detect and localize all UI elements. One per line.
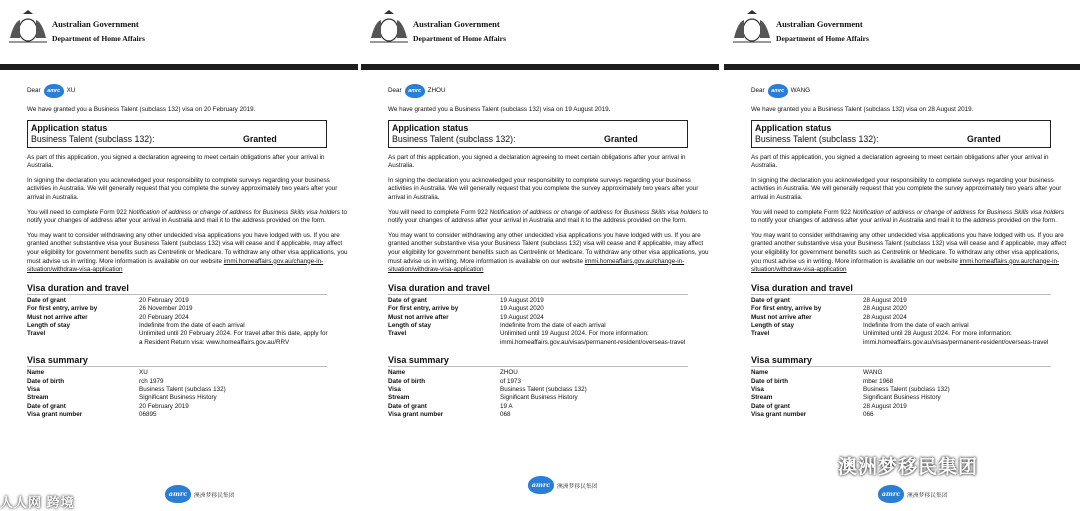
source-watermark: 人人网 跨境 — [0, 495, 75, 510]
table-row — [27, 394, 329, 402]
row-value: Unlimited until 19 August 2024. For more information: immi.homeaffairs.gov.au/visas/permanent-resident/overseas-travel — [500, 330, 686, 346]
dear-label: Dear — [27, 86, 41, 94]
recipient-name: WANG — [790, 86, 811, 94]
table-row — [751, 297, 1053, 305]
wechat-icon — [810, 457, 832, 475]
row-label: Date of birth — [27, 377, 65, 385]
application-status-box — [388, 120, 688, 148]
salutation — [388, 84, 709, 98]
row-value: 066 — [863, 411, 874, 419]
row-value: 20 February 2024 — [139, 313, 189, 321]
table-row — [388, 394, 690, 402]
row-label: Date of birth — [751, 377, 789, 385]
header-bar — [724, 64, 1080, 70]
table-row — [27, 386, 329, 394]
form-922-paragraph: You will need to complete Form 922 Notification of address or change of address for Business Skills visa holders to notify your changes of address after your arrival in Australia and mail it to the address provided on the form. — [27, 208, 348, 225]
government-name: Australian Government — [413, 19, 500, 29]
table-row — [388, 330, 690, 347]
withdraw-link[interactable]: immi.homeaffairs.gov.au/change-in-situation/withdraw-visa-application — [27, 257, 324, 274]
row-value: 068 — [500, 411, 511, 419]
row-value: Significant Business History — [863, 394, 941, 402]
table-row — [27, 411, 329, 419]
table-row — [388, 314, 690, 322]
row-label: Travel — [751, 330, 770, 338]
wechat-watermark — [810, 452, 978, 479]
status-value: Granted — [967, 133, 1001, 144]
row-label: Name — [27, 369, 45, 377]
row-value: rch 1979 — [139, 377, 164, 385]
visa-duration-table — [388, 297, 690, 347]
watermark-text: 澳洲梦移民集团 — [194, 492, 235, 499]
visa-summary-title: Visa summary — [751, 355, 1051, 367]
status-label: Business Talent (subclass 132): — [31, 133, 155, 144]
row-label: Stream — [388, 394, 410, 402]
letter-header — [724, 0, 1080, 64]
row-value: 28 August 2019 — [863, 296, 907, 304]
row-value: 28 August 2024 — [863, 313, 907, 321]
letter-header — [361, 0, 719, 64]
table-row — [27, 378, 329, 386]
row-value: Unlimited until 28 August 2024. For more information: immi.homeaffairs.gov.au/visas/permanent-resident/overseas-travel — [863, 330, 1049, 346]
obligations-paragraph: As part of this application, you signed a declaration agreeing to meet certain obligations after your arrival in Australia. — [388, 153, 686, 170]
visa-duration-title: Visa duration and travel — [27, 283, 327, 295]
row-label: Visa — [751, 385, 764, 393]
status-label: Business Talent (subclass 132): — [392, 133, 516, 144]
table-row — [751, 411, 1053, 419]
visa-summary-table — [27, 369, 329, 419]
row-value: Indefinite from the date of each arrival — [139, 321, 245, 329]
visa-duration-table — [751, 297, 1053, 347]
visa-letter-2 — [361, 0, 719, 511]
obligations-paragraph: As part of this application, you signed a declaration agreeing to meet certain obligations after your arrival in Australia. — [27, 153, 325, 170]
status-label: Business Talent (subclass 132): — [755, 133, 879, 144]
row-value: 19 August 2024 — [500, 313, 544, 321]
dear-label: Dear — [751, 86, 765, 94]
row-label: Length of stay — [388, 321, 432, 329]
row-value: 19 A — [500, 402, 513, 410]
letter-header — [0, 0, 358, 64]
amrc-logo-icon: amrc — [528, 476, 554, 494]
row-label: Visa — [388, 385, 401, 393]
table-row — [388, 297, 690, 305]
row-value: 28 August 2020 — [863, 305, 907, 313]
status-title: Application status — [392, 122, 469, 133]
survey-paragraph: In signing the declaration you acknowledged your responsibility to complete surveys regarding your business activities in Australia. We will generally request that you complete the survey approximately two years after your arrival in Australia. — [751, 176, 1062, 201]
department-name: Department of Home Affairs — [413, 34, 506, 43]
table-row — [751, 403, 1053, 411]
visa-summary-title: Visa summary — [388, 355, 688, 367]
table-row — [751, 322, 1053, 330]
government-name: Australian Government — [52, 19, 139, 29]
row-value: ZHOU — [500, 369, 518, 377]
government-name: Australian Government — [776, 19, 863, 29]
table-row — [27, 369, 329, 377]
salutation — [27, 84, 348, 98]
row-value: Indefinite from the date of each arrival — [500, 321, 606, 329]
form-922-paragraph: You will need to complete Form 922 Notification of address or change of address for Business Skills visa holders to notify your changes of address after your arrival in Australia and mail it to the address provided on the form. — [388, 208, 709, 225]
table-row — [27, 305, 329, 313]
withdraw-link[interactable]: immi.homeaffairs.gov.au/change-in-situation/withdraw-visa-application — [751, 257, 1060, 274]
table-row — [751, 314, 1053, 322]
row-value: Indefinite from the date of each arrival — [863, 321, 969, 329]
table-row — [751, 330, 1053, 347]
amrc-logo-icon: amrc — [878, 485, 904, 503]
row-label: For first entry, arrive by — [388, 305, 459, 313]
table-row — [388, 403, 690, 411]
department-name: Department of Home Affairs — [776, 34, 869, 43]
row-value: Significant Business History — [139, 394, 217, 402]
row-value: 20 February 2019 — [139, 402, 189, 410]
dear-label: Dear — [388, 86, 402, 94]
row-value: 20 February 2019 — [139, 296, 189, 304]
table-row — [388, 378, 690, 386]
form-922-paragraph: You will need to complete Form 922 Notification of address or change of address for Business Skills visa holders to notify your changes of address after your arrival in Australia and mail it to the address provided on the form. — [751, 208, 1065, 225]
status-value: Granted — [243, 133, 277, 144]
table-row — [751, 378, 1053, 386]
row-value: Business Talent (subclass 132) — [139, 385, 226, 393]
visa-duration-title: Visa duration and travel — [388, 283, 688, 295]
row-value: of 1973 — [500, 377, 522, 385]
amrc-logo-icon: amrc — [44, 84, 64, 98]
withdraw-link[interactable]: immi.homeaffairs.gov.au/change-in-situation/withdraw-visa-application — [388, 257, 685, 274]
withdraw-paragraph: You may want to consider withdrawing any other undecided visa applications you have lodged with us. If you are granted another substantive visa your Business Talent (subclass 132) visa will cease and if applicable, may affect your eligibility for government benefits such as Centrelink or Medicare. To withdraw any other visa applications, you must advise us in writing. More information is available on our website immi.homeaffairs.gov.au/change-in-situation/withdraw-visa-application — [388, 231, 709, 274]
table-row — [388, 322, 690, 330]
row-value: 26 November 2019 — [139, 305, 193, 313]
table-row — [751, 369, 1053, 377]
salutation — [751, 84, 1070, 98]
watermark-text: 澳洲梦移民集团 — [557, 483, 598, 490]
row-label: Date of grant — [388, 402, 427, 410]
row-label: Travel — [388, 330, 407, 338]
row-label: Travel — [27, 330, 46, 338]
visa-summary-table — [751, 369, 1053, 419]
row-label: Date of grant — [27, 402, 66, 410]
coat-of-arms-icon — [6, 8, 50, 48]
application-status-box — [751, 120, 1051, 148]
row-value: 06895 — [139, 411, 157, 419]
visa-summary-table — [388, 369, 690, 419]
row-value: WANG — [863, 369, 883, 377]
row-value: 28 August 2019 — [863, 402, 907, 410]
row-label: Stream — [27, 394, 49, 402]
status-title: Application status — [31, 122, 108, 133]
row-value: 19 August 2020 — [500, 305, 544, 313]
header-bar — [361, 64, 719, 70]
row-label: Stream — [751, 394, 773, 402]
amrc-logo-icon: amrc — [768, 84, 788, 98]
visa-summary-title: Visa summary — [27, 355, 327, 367]
table-row — [388, 386, 690, 394]
table-row — [27, 322, 329, 330]
table-row — [751, 386, 1053, 394]
status-title: Application status — [755, 122, 832, 133]
row-label: Date of grant — [751, 402, 790, 410]
row-label: Must not arrive after — [388, 313, 449, 321]
coat-of-arms-icon — [367, 8, 411, 48]
row-label: Visa grant number — [27, 411, 83, 419]
row-value: XU — [139, 369, 148, 377]
row-label: Length of stay — [27, 321, 71, 329]
table-row — [751, 394, 1053, 402]
row-label: Must not arrive after — [751, 313, 812, 321]
table-row — [751, 305, 1053, 313]
amrc-watermark-3 — [878, 485, 948, 503]
table-row — [27, 403, 329, 411]
amrc-watermark-1 — [165, 485, 235, 503]
wechat-account-name: 澳洲梦移民集团 — [838, 457, 979, 478]
row-label: Date of birth — [388, 377, 426, 385]
table-row — [388, 411, 690, 419]
row-value: mber 1968 — [863, 377, 894, 385]
row-label: Visa grant number — [751, 411, 807, 419]
row-label: Visa grant number — [388, 411, 444, 419]
recipient-name: XU — [66, 86, 76, 94]
recipient-name: ZHOU — [427, 86, 446, 94]
row-label: Name — [388, 369, 406, 377]
coat-of-arms-icon — [730, 8, 774, 48]
application-status-box — [27, 120, 327, 148]
table-row — [388, 305, 690, 313]
visa-duration-title: Visa duration and travel — [751, 283, 1051, 295]
amrc-logo-icon: amrc — [405, 84, 425, 98]
status-value: Granted — [604, 133, 638, 144]
row-label: Name — [751, 369, 769, 377]
row-value: Business Talent (subclass 132) — [500, 385, 587, 393]
header-bar — [0, 64, 358, 70]
row-label: Date of grant — [27, 296, 66, 304]
row-label: Length of stay — [751, 321, 795, 329]
row-label: Must not arrive after — [27, 313, 88, 321]
table-row — [27, 330, 329, 347]
row-value: 19 August 2019 — [500, 296, 544, 304]
survey-paragraph: In signing the declaration you acknowledged your responsibility to complete surveys regarding your business activities in Australia. We will generally request that you complete the survey approximately two years after your arrival in Australia. — [388, 176, 699, 201]
table-row — [388, 369, 690, 377]
visa-letter-1 — [0, 0, 358, 511]
visa-duration-table — [27, 297, 329, 347]
watermark-text: 澳洲梦移民集团 — [907, 492, 948, 499]
row-label: Date of grant — [751, 296, 790, 304]
row-label: Date of grant — [388, 296, 427, 304]
grant-statement: We have granted you a Business Talent (subclass 132) visa on 19 August 2019. — [388, 106, 611, 113]
row-value: Business Talent (subclass 132) — [863, 385, 950, 393]
withdraw-paragraph: You may want to consider withdrawing any other undecided visa applications you have lodged with us. If you are granted another substantive visa your Business Talent (subclass 132) visa will cease and if applicable, may affect your eligibility for government benefits such as Centrelink or Medicare. To withdraw any other visa applications, you must advise us in writing. More information is available on our website immi.homeaffairs.gov.au/change-in-situation/withdraw-visa-application — [751, 231, 1067, 274]
obligations-paragraph: As part of this application, you signed a declaration agreeing to meet certain obligations after your arrival in Australia. — [751, 153, 1049, 170]
survey-paragraph: In signing the declaration you acknowledged your responsibility to complete surveys regarding your business activities in Australia. We will generally request that you complete the survey approximately two years after your arrival in Australia. — [27, 176, 338, 201]
row-value: Significant Business History — [500, 394, 578, 402]
department-name: Department of Home Affairs — [52, 34, 145, 43]
table-row — [27, 297, 329, 305]
grant-statement: We have granted you a Business Talent (subclass 132) visa on 20 February 2019. — [27, 106, 256, 113]
row-label: Visa — [27, 385, 40, 393]
amrc-logo-icon: amrc — [165, 485, 191, 503]
grant-statement: We have granted you a Business Talent (subclass 132) visa on 28 August 2019. — [751, 106, 974, 113]
visa-letter-3 — [724, 0, 1080, 511]
row-label: For first entry, arrive by — [27, 305, 98, 313]
row-label: For first entry, arrive by — [751, 305, 822, 313]
withdraw-paragraph: You may want to consider withdrawing any other undecided visa applications you have lodged with us. If you are granted another substantive visa your Business Talent (subclass 132) visa will cease and if applicable, may affect your eligibility for government benefits such as Centrelink or Medicare. To withdraw any other visa applications, you must advise us in writing. More information is available on our website immi.homeaffairs.gov.au/change-in-situation/withdraw-visa-application — [27, 231, 348, 274]
table-row — [27, 314, 329, 322]
amrc-watermark-2 — [528, 476, 598, 494]
row-value: Unlimited until 20 February 2024. For travel after this date, apply for a Resident Return visa: www.homeaffairs.gov.au/RRV — [139, 330, 328, 346]
